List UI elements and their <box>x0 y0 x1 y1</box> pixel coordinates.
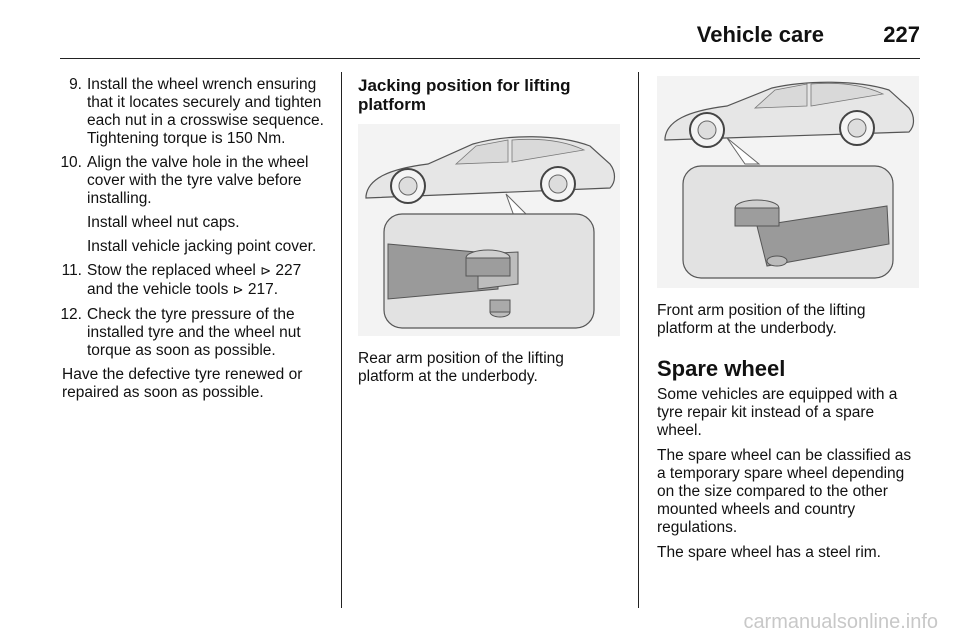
figure-caption: Front arm position of the lifting platform at the underbody. <box>657 302 866 337</box>
rear-lift-arm-figure <box>358 124 620 336</box>
column-divider-1 <box>341 72 342 608</box>
front-lift-arm-figure <box>657 76 919 288</box>
page-header <box>60 0 920 59</box>
step-number: 11. <box>61 262 82 279</box>
column-1 <box>62 76 324 409</box>
step-subtext: Install vehicle jacking point cover. <box>87 238 317 255</box>
step-9 <box>62 76 324 148</box>
section-title: Jacking position for lifting platform <box>358 76 571 114</box>
header-title: Vehicle care <box>696 22 824 47</box>
paragraph: The spare wheel can be classified as a temporary spare wheel depending on the size compared to the other mounted wheels and country regulations. <box>657 447 912 536</box>
page-number: 227 <box>883 22 920 47</box>
step-number: 9. <box>69 76 82 93</box>
arrow-reference-icon: ⊳ <box>232 283 244 298</box>
closing-paragraph: Have the defective tyre renewed or repaired as soon as possible. <box>62 366 303 401</box>
step-10 <box>62 154 324 256</box>
car-underbody-illustration <box>358 124 620 336</box>
step-number: 12. <box>60 306 82 323</box>
step-text: Align the valve hole in the wheel cover with the tyre valve before installing. <box>87 154 309 207</box>
column-divider-2 <box>638 72 639 608</box>
page-reference-link[interactable]: 227 <box>275 262 302 279</box>
arrow-reference-icon: ⊳ <box>260 264 272 279</box>
step-subtext: Install wheel nut caps. <box>87 214 240 231</box>
step-12 <box>62 306 324 360</box>
paragraph: The spare wheel has a steel rim. <box>657 544 881 561</box>
figure-caption: Rear arm position of the lifting platform at the underbody. <box>358 350 564 385</box>
paragraph: Some vehicles are equipped with a tyre repair kit instead of a spare wheel. <box>657 386 898 439</box>
page-reference-link[interactable]: 217. <box>247 281 279 298</box>
step-text: Install the wheel wrench ensuring that it locates securely and tighten each nut in a crosswise sequence. Tightening torque is 150 Nm. <box>87 76 324 147</box>
step-number: 10. <box>60 154 82 171</box>
car-underbody-illustration <box>657 76 919 288</box>
column-3 <box>657 76 919 569</box>
watermark: carmanualsonline.info <box>743 611 938 633</box>
column-2 <box>358 76 620 386</box>
step-11 <box>62 262 324 300</box>
step-text: Stow the replaced wheel <box>87 262 261 279</box>
step-text: Check the tyre pressure of the installed tyre and the wheel nut torque as soon as possible. <box>87 306 301 359</box>
step-text: and the vehicle tools <box>87 281 233 298</box>
section-heading: Spare wheel <box>657 356 786 381</box>
